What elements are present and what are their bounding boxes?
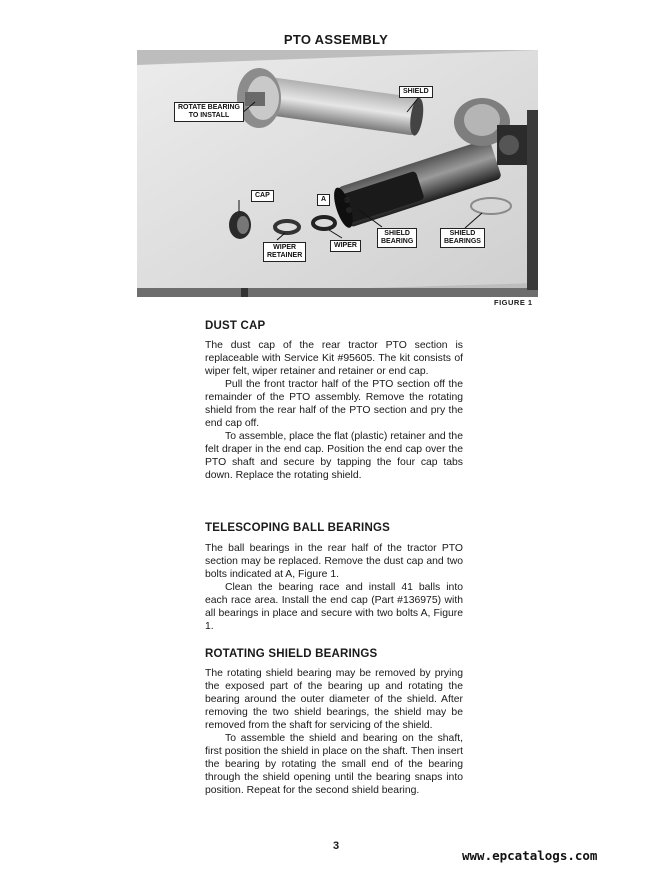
section-rotating xyxy=(205,648,463,797)
page-number: 3 xyxy=(332,840,340,852)
paragraph: The rotating shield bearing may be removed by prying the exposed part of the bearing up and rotating the bearing around the outer diameter of the shield. After removing the two shield bearings, the shield may be removed from the shaft for servicing of the shield. xyxy=(205,668,463,731)
label-wiper-retainer: WIPER RETAINER xyxy=(263,242,306,262)
section-heading: ROTATING SHIELD BEARINGS xyxy=(205,648,378,660)
label-wiper: WIPER xyxy=(330,240,361,252)
pto-illustration xyxy=(137,50,538,297)
label-shield: SHIELD xyxy=(399,86,433,98)
page-title: PTO ASSEMBLY xyxy=(283,32,389,47)
paragraph: The dust cap of the rear tractor PTO section is replaceable with Service Kit #95605. The kit consists of wiper felt, wiper retainer and retainer or end cap. xyxy=(205,340,463,377)
paragraph: Pull the front tractor half of the PTO section off the remainder of the PTO assembly. Remove the rotating shield from the rear half of the PTO section and pry the end cap off. xyxy=(205,379,463,429)
paragraph: To assemble the shield and bearing on the shaft, first position the shield in place on the shaft. Then insert the bearing by rotating the small end of the bearing through the shield opening until the bearing snaps into position. Repeat for the second shield bearing. xyxy=(205,733,463,796)
label-cap: CAP xyxy=(251,190,274,202)
section-heading: DUST CAP xyxy=(205,320,266,332)
figure-photo xyxy=(137,50,538,297)
section-telescoping xyxy=(205,522,463,633)
section-dust-cap xyxy=(205,320,463,482)
paragraph: To assemble, place the flat (plastic) retainer and the felt draper in the end cap. Position the end cap over the PTO shaft and secure by tapping the four cap tabs down. Replace the rotating shield. xyxy=(205,431,463,481)
section-heading: TELESCOPING BALL BEARINGS xyxy=(205,522,390,534)
watermark: www.epcatalogs.com xyxy=(462,848,598,863)
label-shield-bearings: SHIELD BEARINGS xyxy=(440,228,485,248)
paragraph: The ball bearings in the rear half of the tractor PTO section may be replaced. Remove the dust cap and two bolts indicated at A, Figure 1. xyxy=(205,543,463,580)
label-rotate-bearing: ROTATE BEARING TO INSTALL xyxy=(174,102,244,122)
label-shield-bearing: SHIELD BEARING xyxy=(377,228,417,248)
figure-caption: FIGURE 1 xyxy=(494,298,533,307)
paragraph: Clean the bearing race and install 41 balls into each race area. Install the end cap (Part #136975) with all bearings in place and secure with two bolts A, Figure 1. xyxy=(205,582,463,632)
label-a: A xyxy=(317,194,330,206)
